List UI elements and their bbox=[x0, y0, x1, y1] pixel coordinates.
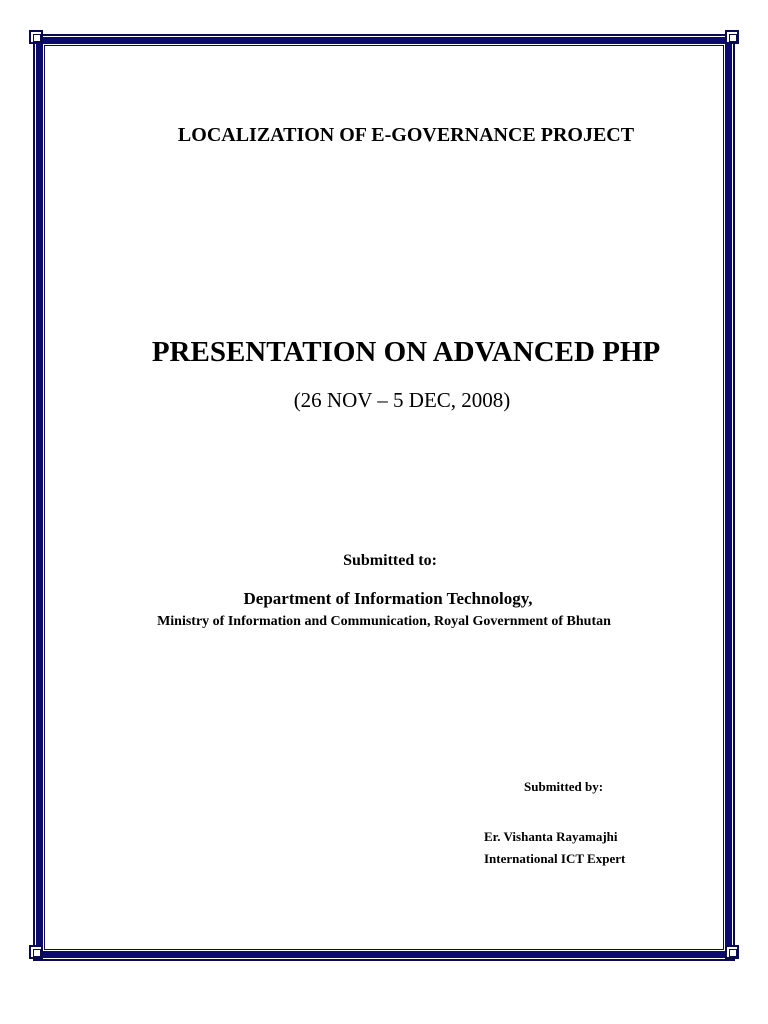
date-range: (26 NOV – 5 DEC, 2008) bbox=[293, 388, 511, 412]
author-role: International ICT Expert bbox=[484, 851, 626, 866]
document-title: PRESENTATION ON ADVANCED PHP bbox=[151, 336, 661, 368]
department-name: Department of Information Technology, bbox=[243, 589, 533, 608]
corner-ornament-top-right bbox=[725, 30, 739, 44]
submitted-to-label: Submitted to: bbox=[343, 552, 437, 569]
page-border-inner bbox=[44, 45, 724, 950]
author-name: Er. Vishanta Rayamajhi bbox=[484, 829, 618, 844]
corner-ornament-bottom-right bbox=[725, 945, 739, 959]
corner-ornament-top-left bbox=[29, 30, 43, 44]
submitted-by-label: Submitted by: bbox=[524, 779, 604, 794]
ministry-name: Ministry of Information and Communication, Royal Government of Bhutan bbox=[157, 614, 611, 629]
corner-ornament-bottom-left bbox=[29, 945, 43, 959]
project-title: LOCALIZATION OF E-GOVERNANCE PROJECT bbox=[177, 124, 635, 146]
